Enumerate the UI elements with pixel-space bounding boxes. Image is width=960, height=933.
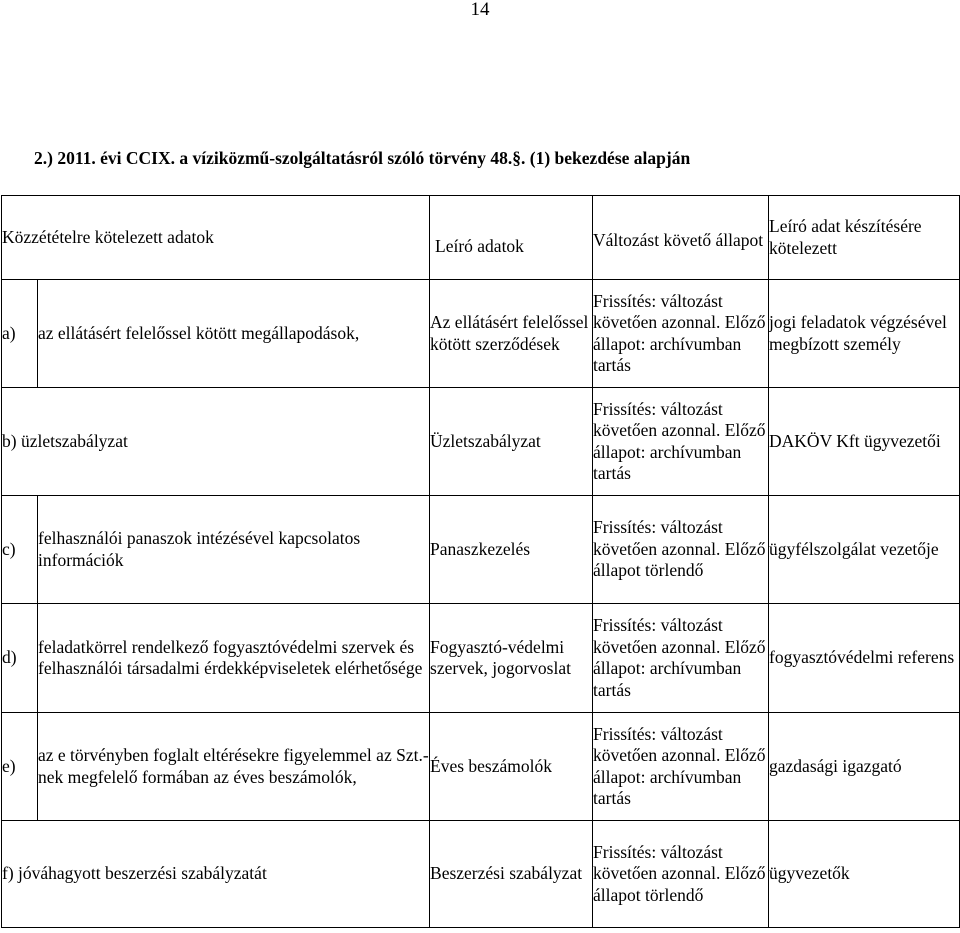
row-state: Frissítés: változást követően azonnal. Előző állapot: archívumban tartás xyxy=(593,280,769,388)
table-row xyxy=(2,280,960,388)
table-row xyxy=(2,713,960,821)
row-responsible: ügyvezetők xyxy=(769,821,960,928)
row-letter: b) xyxy=(2,430,17,451)
header-description: Leíró adatok xyxy=(430,196,593,280)
header-state: Változást követő állapot xyxy=(593,196,769,280)
table-row xyxy=(2,821,960,928)
table-row xyxy=(2,604,960,713)
row-responsible: jogi feladatok végzésével megbízott személy xyxy=(769,280,960,388)
page-number: 14 xyxy=(470,0,490,20)
row-state: Frissítés: változást követően azonnal. Előző állapot törlendő xyxy=(593,496,769,604)
table-row xyxy=(2,388,960,496)
section-heading: 2.) 2011. évi CCIX. a víziközmű-szolgáltatásról szóló törvény 48.§. (1) bekezdése alapján xyxy=(34,148,691,168)
row-item: feladatkörrel rendelkező fogyasztóvédelmi szervek és felhasználói társadalmi érdekképviseletek elérhetősége xyxy=(38,604,430,713)
row-responsible: gazdasági igazgató xyxy=(769,713,960,821)
row-responsible: DAKÖV Kft ügyvezetői xyxy=(769,388,960,496)
row-description: Az ellátásért felelőssel kötött szerződések xyxy=(430,280,593,388)
row-letter: f) xyxy=(2,863,14,884)
row-description: Panaszkezelés xyxy=(430,496,593,604)
row-responsible: fogyasztóvédelmi referens xyxy=(769,604,960,713)
row-letter: a) xyxy=(2,280,38,388)
disclosure-table xyxy=(1,195,960,928)
row-letter: d) xyxy=(2,604,38,713)
table-row xyxy=(2,496,960,604)
row-state: Frissítés: változást követően azonnal. Előző állapot: archívumban tartás xyxy=(593,713,769,821)
row-state: Frissítés: változást követően azonnal. Előző állapot: archívumban tartás xyxy=(593,604,769,713)
row-item-combined xyxy=(2,821,430,928)
row-item: üzletszabályzat xyxy=(20,430,128,451)
header-items: Közzétételre kötelezett adatok xyxy=(2,196,430,280)
row-item: jóváhagyott beszerzési szabályzatát xyxy=(18,863,267,884)
row-item: az e törvényben foglalt eltérésekre figyelemmel az Szt.-nek megfelelő formában az éves beszámolók, xyxy=(38,713,430,821)
row-description: Éves beszámolók xyxy=(430,713,593,821)
row-item-combined xyxy=(2,388,430,496)
row-letter: e) xyxy=(2,713,38,821)
row-state: Frissítés: változást követően azonnal. Előző állapot: archívumban tartás xyxy=(593,388,769,496)
header-responsible: Leíró adat készítésére kötelezett xyxy=(769,196,960,280)
row-item: az ellátásért felelőssel kötött megállapodások, xyxy=(38,280,430,388)
row-description: Beszerzési szabályzat xyxy=(430,821,593,928)
row-description: Fogyasztó-védelmi szervek, jogorvoslat xyxy=(430,604,593,713)
row-state: Frissítés: változást követően azonnal. Előző állapot törlendő xyxy=(593,821,769,928)
row-item: felhasználói panaszok intézésével kapcsolatos információk xyxy=(38,496,430,604)
row-letter: c) xyxy=(2,496,38,604)
row-description: Üzletszabályzat xyxy=(430,388,593,496)
table-header-row xyxy=(2,196,960,280)
row-responsible: ügyfélszolgálat vezetője xyxy=(769,496,960,604)
